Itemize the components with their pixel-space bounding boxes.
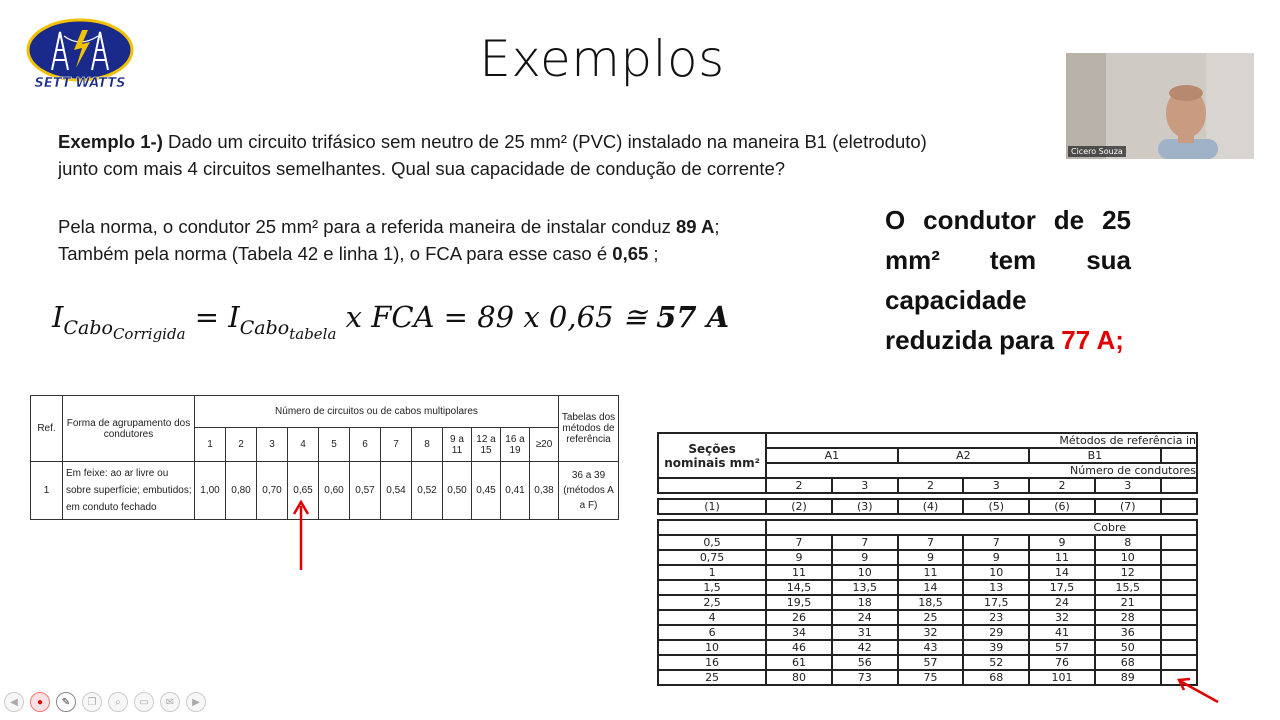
row-forma: Em feixe: ao ar livre ou sobre superfície; embutidos; em conduto fechado [63,462,195,520]
formula [52,300,729,343]
forward-icon[interactable]: ▶ [186,692,206,712]
conclusion-callout [885,200,1131,360]
forma-header: Forma de agrupamento dos condutores [63,396,195,462]
numero-condutores-header: Número de condutores [766,463,1197,478]
section-value: 2,5 [658,595,766,610]
capacity-value: 73 [832,670,898,685]
formula-result: 57 A [656,300,730,334]
column-number-empty [1161,499,1197,514]
section-value: 0,5 [658,535,766,550]
capacity-empty [1161,625,1197,640]
table-row [658,625,1197,640]
method-group-empty [1161,448,1197,463]
capacity-value: 26 [766,610,832,625]
example-line1: Dado um circuito trifásico sem neutro de 25 mm² (PVC) instalado na maneira B1 (eletroduto) [162,131,927,152]
method-group-header: B1 [1029,448,1161,463]
webcam-overlay [1066,53,1254,159]
conductor-row-spacer [658,478,766,493]
laser-pointer-icon[interactable]: ● [30,692,50,712]
material-label: Cobre [766,520,1197,535]
material-spacer [658,520,766,535]
section-value: 16 [658,655,766,670]
capacity-value: 11 [766,565,832,580]
secoes-header: Seções nominais mm² [658,433,766,478]
formula-expression: x FCA = 89 x 0,65 ≅ [336,300,657,334]
col-header: 6 [350,428,381,462]
capacity-value: 43 [898,640,964,655]
capacity-value: 9 [963,550,1029,565]
capacity-value: 61 [766,655,832,670]
capacity-value: 24 [832,610,898,625]
section-value: 1 [658,565,766,580]
tabelas-header: Tabelas dos métodos de referência [559,396,619,462]
capacity-value: 24 [1029,595,1095,610]
capacity-value: 46 [766,640,832,655]
capacity-value: 10 [832,565,898,580]
formula-sub1: Cabo [63,316,113,339]
capacity-value: 9 [766,550,832,565]
capacity-value: 11 [1029,550,1095,565]
capacity-value: 57 [898,655,964,670]
capacity-value: 12 [1095,565,1161,580]
example-label: Exemplo 1-) [58,131,163,152]
capacity-value: 10 [963,565,1029,580]
capacity-empty [1161,580,1197,595]
capacity-value: 15,5 [1095,580,1161,595]
capacity-table-wrap [657,432,1198,694]
section-value: 6 [658,625,766,640]
row-ref: 1 [31,462,63,520]
col-header: 12 a 15 [472,428,501,462]
fca-value: 0,41 [501,462,530,520]
capacity-value: 36 [1095,625,1161,640]
capacity-value: 17,5 [963,595,1029,610]
callout-value: 77 [1061,325,1091,355]
capacity-value: 52 [963,655,1029,670]
callout-unit: A; [1090,325,1124,355]
conductor-count: 2 [898,478,964,493]
method-group-header: A1 [766,448,898,463]
presenter-video-icon [1066,53,1254,159]
capacity-value: 28 [1095,610,1161,625]
capacity-value: 32 [898,625,964,640]
col-header: 1 [195,428,226,462]
capacity-table [657,432,1198,686]
table-row [658,535,1197,550]
capacity-value: 19,5 [766,595,832,610]
table-row [658,580,1197,595]
col-header: 9 a 11 [443,428,472,462]
column-number: (2) [766,499,832,514]
screen-icon[interactable]: ▭ [134,692,154,712]
numero-header: Número de circuitos ou de cabos multipolares [195,396,559,428]
formula-subsub1: Corrigida [112,324,186,343]
logo-text: SETT WATTS [34,76,126,90]
formula-sub2: Cabo [239,316,290,339]
formula-subsub2: tabela [289,324,337,343]
capacity-value: 13 [963,580,1029,595]
formula-i2: I [228,300,240,334]
col-header: 16 a 19 [501,428,530,462]
table-row [658,640,1197,655]
capacity-value: 42 [832,640,898,655]
conductor-empty [1161,478,1197,493]
fca-value: 0,57 [350,462,381,520]
column-number: (3) [832,499,898,514]
capacity-value: 25 [898,610,964,625]
section-value: 1,5 [658,580,766,595]
table-row [658,565,1197,580]
metodos-header: Métodos de referência in [766,433,1197,448]
norma-line2-value: 0,65 [612,243,649,264]
col-header: ≥20 [530,428,559,462]
conductor-count: 2 [766,478,832,493]
capacity-value: 76 [1029,655,1095,670]
col-header: 5 [319,428,350,462]
col-header: 3 [257,428,288,462]
fca-value: 0,50 [443,462,472,520]
capacity-value: 57 [1029,640,1095,655]
col-header: 4 [288,428,319,462]
presentation-toolbar [4,692,206,716]
capacity-value: 10 [1095,550,1161,565]
capacity-value: 80 [766,670,832,685]
norma-paragraph [58,213,720,267]
capacity-value: 31 [832,625,898,640]
callout-text: O condutor de 25 mm² tem sua capacidade reduzida para [885,205,1131,355]
column-number: (5) [963,499,1029,514]
capacity-empty [1161,565,1197,580]
capacity-value: 11 [898,565,964,580]
capacity-empty [1161,550,1197,565]
back-icon[interactable]: ◀ [4,692,24,712]
capacity-value: 7 [766,535,832,550]
capacity-value: 34 [766,625,832,640]
copy-icon[interactable]: ❐ [82,692,102,712]
capacity-value: 9 [1029,535,1095,550]
slide-title: Exemplos [479,30,725,88]
fca-value: 0,65 [288,462,319,520]
section-value: 4 [658,610,766,625]
capacity-empty [1161,595,1197,610]
fca-value: 0,38 [530,462,559,520]
capacity-empty [1161,610,1197,625]
capacity-empty [1161,640,1197,655]
capacity-value: 56 [832,655,898,670]
column-number: (7) [1095,499,1161,514]
capacity-value: 39 [963,640,1029,655]
fca-value: 0,54 [381,462,412,520]
method-group-header: A2 [898,448,1030,463]
capacity-empty [1161,535,1197,550]
example-line2: junto com mais 4 circuitos semelhantes. Qual sua capacidade de condução de corrente? [58,158,786,179]
capacity-value: 21 [1095,595,1161,610]
capacity-value: 75 [898,670,964,685]
section-value: 25 [658,670,766,685]
conductor-count: 3 [832,478,898,493]
table-row [658,670,1197,685]
capacity-value: 41 [1029,625,1095,640]
col-header: 2 [226,428,257,462]
norma-line1-text: Pela norma, o condutor 25 mm² para a referida maneira de instalar conduz [58,216,677,237]
pen-icon[interactable]: ✎ [56,692,76,712]
capacity-value: 32 [1029,610,1095,625]
conductor-count: 2 [1029,478,1095,493]
fca-value: 1,00 [195,462,226,520]
capacity-value: 7 [963,535,1029,550]
capacity-value: 18,5 [898,595,964,610]
fca-value: 0,60 [319,462,350,520]
capacity-value: 68 [1095,655,1161,670]
capacity-value: 18 [832,595,898,610]
mail-icon[interactable]: ✉ [160,692,180,712]
column-number: (6) [1029,499,1095,514]
column-number: (4) [898,499,964,514]
formula-equals: = [185,300,229,334]
capacity-value: 23 [963,610,1029,625]
capacity-value: 7 [898,535,964,550]
col-header: 7 [381,428,412,462]
section-value: 10 [658,640,766,655]
fca-table [30,395,619,520]
zoom-icon[interactable]: ⌕ [108,692,128,712]
example-paragraph [58,128,1066,182]
capacity-value: 50 [1095,640,1161,655]
col-header: 8 [412,428,443,462]
webcam-name-label: Cicero Souza [1068,146,1126,157]
capacity-empty [1161,655,1197,670]
ref-header: Ref. [31,396,63,462]
red-arrow-left-icon [1176,676,1220,704]
table-row [658,655,1197,670]
fca-value: 0,80 [226,462,257,520]
capacity-value: 89 [1095,670,1161,685]
capacity-value: 101 [1029,670,1095,685]
table-row [658,550,1197,565]
norma-line1-value: 89 A [676,216,715,237]
red-arrow-up-icon [292,500,310,572]
capacity-value: 9 [832,550,898,565]
fca-value: 0,45 [472,462,501,520]
capacity-value: 17,5 [1029,580,1095,595]
fca-value: 0,70 [257,462,288,520]
capacity-value: 14,5 [766,580,832,595]
norma-line2-end: ; [648,243,659,264]
capacity-value: 9 [898,550,964,565]
row-tabelas: 36 a 39 (métodos A a F) [559,462,619,520]
section-value: 0,75 [658,550,766,565]
table-row [658,610,1197,625]
capacity-value: 14 [1029,565,1095,580]
capacity-value: 13,5 [832,580,898,595]
table-row [658,595,1197,610]
conductor-count: 3 [963,478,1029,493]
conductor-count: 3 [1095,478,1161,493]
capacity-value: 7 [832,535,898,550]
capacity-value: 68 [963,670,1029,685]
capacity-value: 14 [898,580,964,595]
capacity-value: 8 [1095,535,1161,550]
column-number: (1) [658,499,766,514]
formula-i1: I [52,300,64,334]
norma-line1-end: ; [714,216,720,237]
fca-value: 0,52 [412,462,443,520]
norma-line2-text: Também pela norma (Tabela 42 e linha 1), o FCA para esse caso é [58,243,613,264]
capacity-value: 29 [963,625,1029,640]
